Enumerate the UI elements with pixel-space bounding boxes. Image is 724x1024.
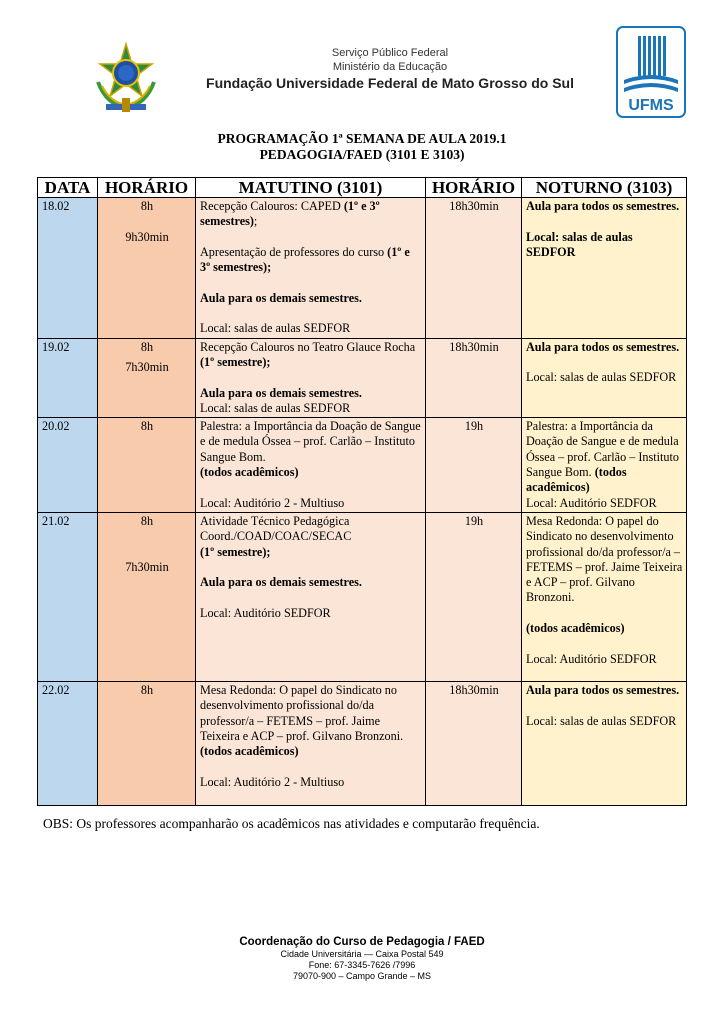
location-text: Local: Auditório 2 - Multiuso [200,774,345,789]
time-value: 8h [140,682,154,697]
location-text: Local: Auditório SEDFOR [526,651,657,666]
table-row [38,512,687,681]
matutino-cell [196,338,426,417]
header-line-ministry: Ministério da Educação [332,61,448,73]
activity-text: Apresentação de professores do curso (1º e 3º semestres); [200,244,410,275]
brazil-coat-of-arms-icon [92,42,160,116]
schedule-table [37,177,687,806]
activity-text: Aula para todos os semestres. [526,682,680,697]
location-text: Local: Auditório SEDFOR [526,495,657,510]
time-value: 8h [140,513,154,528]
activity-text: Palestra: a Importância da Doação de Sangue e de medula Óssea – prof. Carlão – Instituto Sangue Bom. [200,419,421,464]
night-time-cell: 19h [426,512,522,681]
table-row [38,418,687,513]
footer-postal: 79070-900 – Campo Grande – MS [292,971,432,981]
table-header-row [38,178,687,198]
activity-text: (todos acadêmicos) [526,621,625,636]
night-time-cell: 19h [426,418,522,513]
activity-text: (1º semestre); [200,544,271,559]
location-text: Local: Auditório SEDFOR [200,605,331,620]
header-line-service: Serviço Público Federal [331,47,449,59]
footer-coordination: Coordenação do Curso de Pedagogia / FAED [239,936,485,948]
time-value: 8h [140,419,154,434]
activity-text: Recepção Calouros: CAPED (1º e 3º semestres); [200,199,380,229]
header-time-night: HORÁRIO [426,178,522,198]
date-cell: 19.02 [38,338,98,417]
time-value: 7h30min [125,359,169,374]
document-title: PROGRAMAÇÃO 1ª SEMANA DE AULA 2019.1 [217,131,507,146]
date-cell: 18.02 [38,198,98,339]
location-text: Local: salas de aulas SEDFOR [526,370,677,385]
activity-text: (todos acadêmicos) [200,465,299,480]
table-row [38,681,687,805]
morning-time-cell [98,418,196,513]
header-noturno: NOTURNO (3103) [522,178,687,198]
noturno-cell [522,418,687,513]
morning-time-cell [98,681,196,805]
morning-time-cell [98,512,196,681]
footer-phone: Fone: 67-3345-7626 /7996 [308,960,416,970]
location-text: Local: salas de aulas SEDFOR [526,229,633,259]
ufms-logo-icon [616,26,686,118]
header-line-foundation: Fundação Universidade Federal de Mato Grosso do Sul [206,75,574,91]
date-cell: 20.02 [38,418,98,513]
location-text: Local: Auditório 2 - Multiuso [200,495,345,510]
activity-text: Atividade Técnico Pedagógica Coord./COAD/COAC/SECAC [200,513,352,544]
activity-text: (todos acadêmicos) [200,744,299,759]
ufms-logo-text: UFMS [628,97,674,114]
activity-text: Aula para os demais semestres. [200,385,362,400]
date-cell: 21.02 [38,512,98,681]
activity-text: Palestra: a Importância da Doação de Sangue e de medula Óssea – prof. Carlão – Instituto Sangue Bom. (todos acadêmicos) [526,419,679,495]
activity-text: Aula para os demais semestres. [200,575,362,590]
location-text: Local: salas de aulas SEDFOR [200,321,351,336]
institution-header [180,46,600,92]
table-row [38,338,687,417]
activity-text: Aula para todos os semestres. [526,199,680,213]
activity-text: Aula para todos os semestres. [526,339,680,354]
date-cell: 22.02 [38,681,98,805]
table-row [38,198,687,339]
night-time-cell: 18h30min [426,198,522,339]
matutino-cell [196,418,426,513]
noturno-cell [522,338,687,417]
activity-text: Aula para os demais semestres. [200,290,362,305]
time-value: 8h [140,199,154,213]
header-time-morning: HORÁRIO [98,178,196,198]
matutino-cell [196,681,426,805]
header-matutino: MATUTINO (3101) [196,178,426,198]
location-text: Local: salas de aulas SEDFOR [200,400,351,415]
activity-text: Recepção Calouros no Teatro Glauce Rocha (1º semestre); [200,339,416,369]
time-value: 9h30min [125,229,169,244]
activity-text: Mesa Redonda: O papel do Sindicato no desenvolvimento profissional do/da professor/a – FETEMS – prof. Jaime Teixeira e ACP – prof. Gilvano Bronzoni. [526,513,683,605]
noturno-cell [522,512,687,681]
document-subtitle: PEDAGOGIA/FAED (3101 E 3103) [259,147,465,162]
morning-time-cell [98,338,196,417]
night-time-cell: 18h30min [426,681,522,805]
night-time-cell: 18h30min [426,338,522,417]
time-value: 8h [140,339,154,354]
matutino-cell [196,512,426,681]
footer [0,935,724,982]
noturno-cell [522,198,687,339]
activity-text: Mesa Redonda: O papel do Sindicato no desenvolvimento profissional do/da professor/a – FETEMS – prof. Jaime Teixeira e ACP – prof. Gilvano Bronzoni. [200,682,404,743]
footer-address: Cidade Universitária — Caixa Postal 549 [280,949,444,959]
morning-time-cell [98,198,196,339]
location-text: Local: salas de aulas SEDFOR [526,713,677,728]
matutino-cell [196,198,426,339]
header-date: DATA [38,178,98,198]
observation-note: OBS: Os professores acompanharão os acadêmicos nas atividades e computarão frequência. [43,816,540,831]
time-value: 7h30min [125,559,169,574]
noturno-cell [522,681,687,805]
